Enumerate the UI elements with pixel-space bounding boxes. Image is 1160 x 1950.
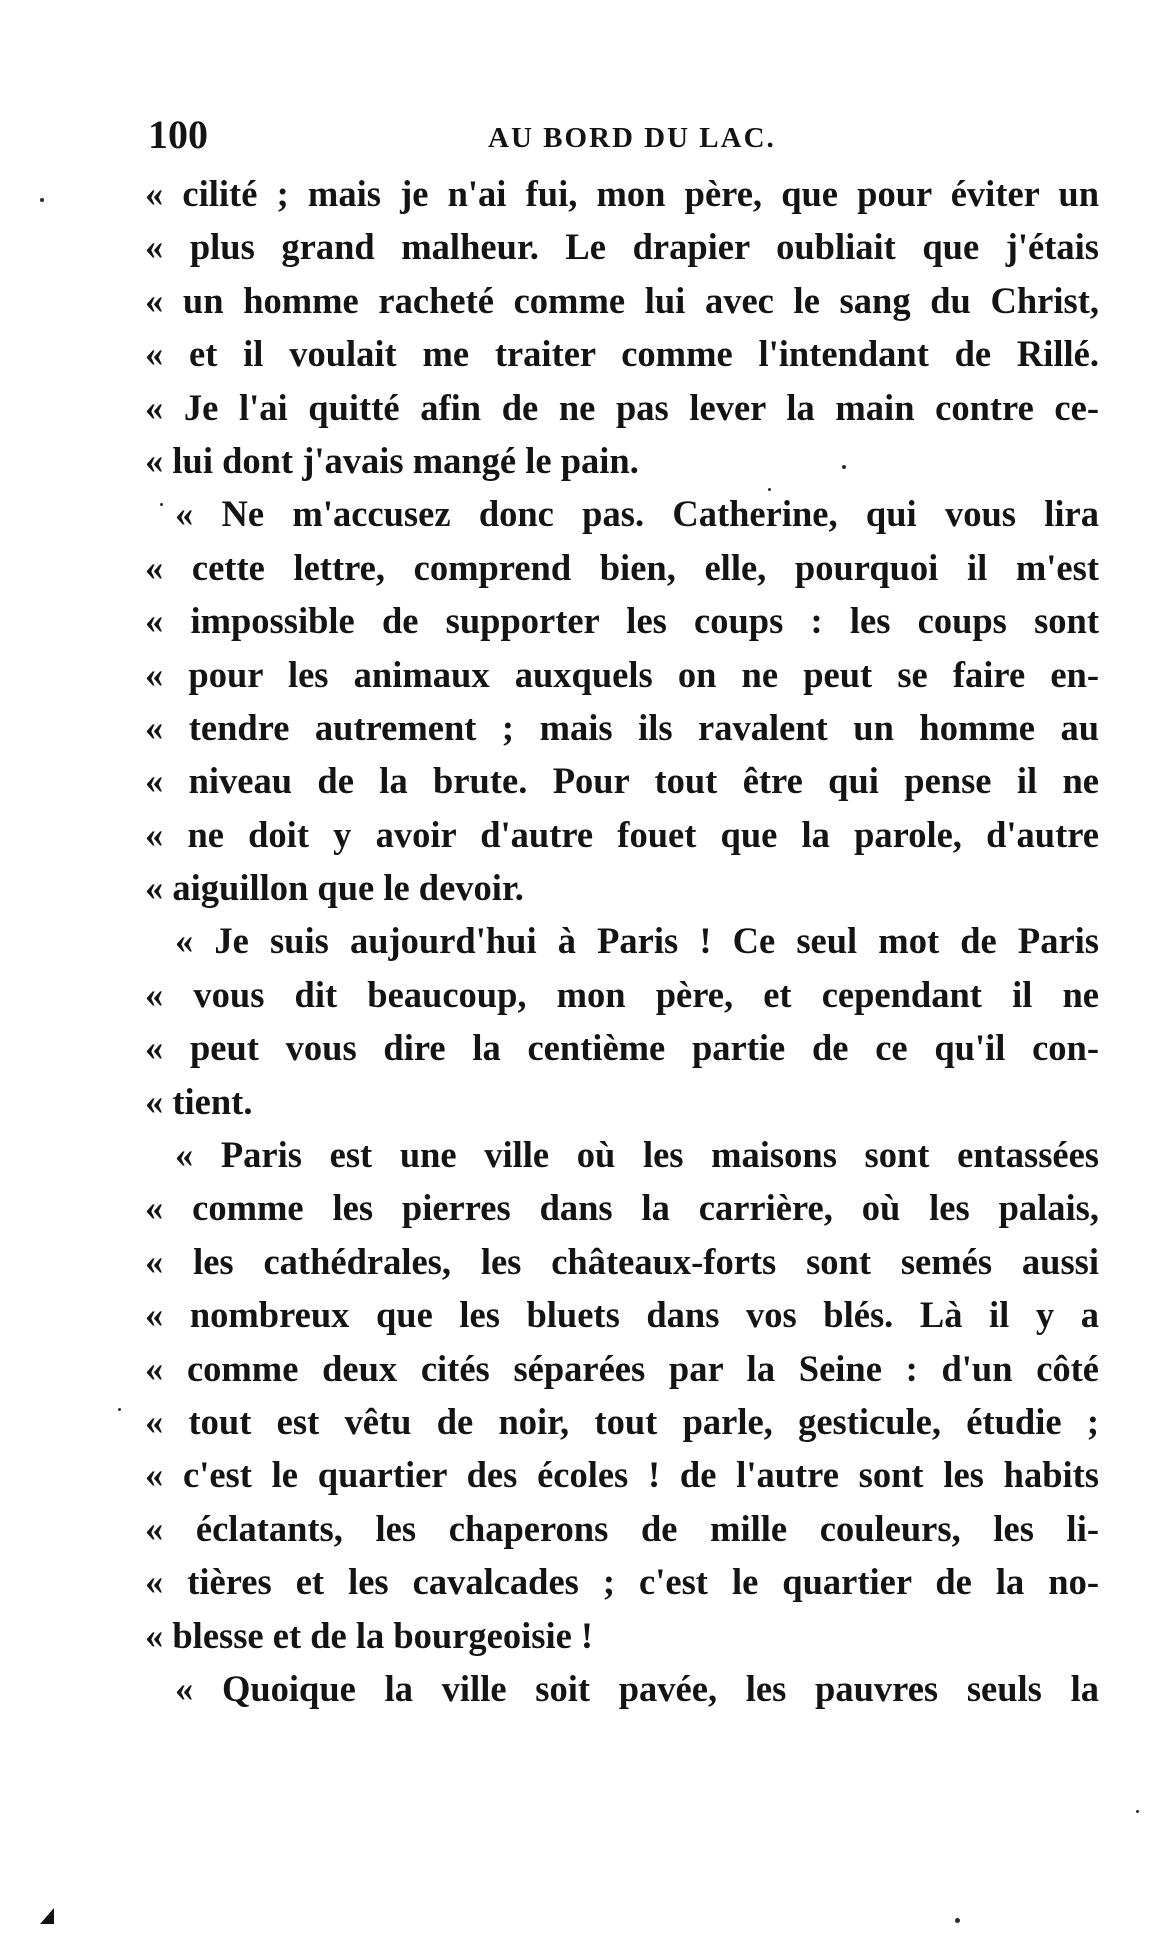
text-line: « éclatants, les chaperons de mille couleurs, les li-: [145, 1507, 1099, 1549]
text-line: « aiguillon que le devoir.: [145, 867, 524, 909]
text-line: « blesse et de la bourgeoisie !: [145, 1614, 594, 1656]
text-line: « plus grand malheur. Le drapier oubliait que j'étais: [145, 226, 1099, 268]
text-line: « ne doit y avoir d'autre fouet que la parole, d'autre: [145, 813, 1099, 855]
scan-speck: [160, 503, 163, 506]
text-line: « niveau de la brute. Pour tout être qui pense il ne: [145, 760, 1099, 802]
text-line: « impossible de supporter les coups : les coups sont: [145, 600, 1099, 642]
text-line: « peut vous dire la centième partie de ce qu'il con-: [145, 1027, 1099, 1069]
text-line: « et il voulait me traiter comme l'intendant de Rillé.: [145, 333, 1099, 375]
page-number: 100: [148, 112, 208, 157]
running-title: AU BORD DU LAC.: [488, 122, 776, 154]
text-line: « cilité ; mais je n'ai fui, mon père, que pour éviter un: [145, 173, 1099, 214]
scan-speck: [40, 198, 44, 202]
scan-speck: [1136, 1810, 1139, 1813]
text-line: « les cathédrales, les châteaux-forts sont semés aussi: [145, 1240, 1099, 1282]
text-line: « tout est vêtu de noir, tout parle, gesticule, étudie ;: [145, 1400, 1099, 1442]
running-head: [148, 110, 1098, 160]
text-line: « pour les animaux auxquels on ne peut se faire en-: [145, 653, 1099, 695]
text-line: « vous dit beaucoup, mon père, et cependant il ne: [145, 973, 1099, 1015]
scan-speck: [842, 465, 846, 469]
text-line: « comme deux cités séparées par la Seine : d'un côté: [145, 1347, 1099, 1389]
text-line: « Paris est une ville où les maisons sont entassées: [175, 1134, 1099, 1176]
scan-corner-mark: [40, 1908, 54, 1924]
text-line: « c'est le quartier des écoles ! de l'autre sont les habits: [145, 1454, 1099, 1496]
text-line: « nombreux que les bluets dans vos blés. Là il y a: [145, 1294, 1099, 1336]
text-line: « Je suis aujourd'hui à Paris ! Ce seul mot de Paris: [175, 920, 1099, 962]
text-line: « Quoique la ville soit pavée, les pauvres seuls la: [175, 1667, 1099, 1709]
text-line: « Ne m'accusez donc pas. Catherine, qui vous lira: [175, 493, 1099, 535]
text-line: « lui dont j'avais mangé le pain.: [145, 439, 639, 481]
text-line: « tient.: [145, 1080, 253, 1122]
text-line: « tières et les cavalcades ; c'est le quartier de la no-: [145, 1561, 1099, 1603]
text-line: « cette lettre, comprend bien, elle, pourquoi il m'est: [145, 546, 1099, 588]
text-line: « comme les pierres dans la carrière, où les palais,: [145, 1187, 1099, 1229]
text-line: « un homme racheté comme lui avec le sang du Christ,: [145, 279, 1099, 321]
scan-speck: [768, 488, 771, 491]
body-text: [145, 167, 1099, 1715]
scan-speck: [118, 1408, 121, 1411]
scan-speck: [955, 1918, 960, 1923]
text-line: « tendre autrement ; mais ils ravalent un homme au: [145, 706, 1099, 748]
text-line: « Je l'ai quitté afin de ne pas lever la main contre ce-: [145, 386, 1099, 428]
